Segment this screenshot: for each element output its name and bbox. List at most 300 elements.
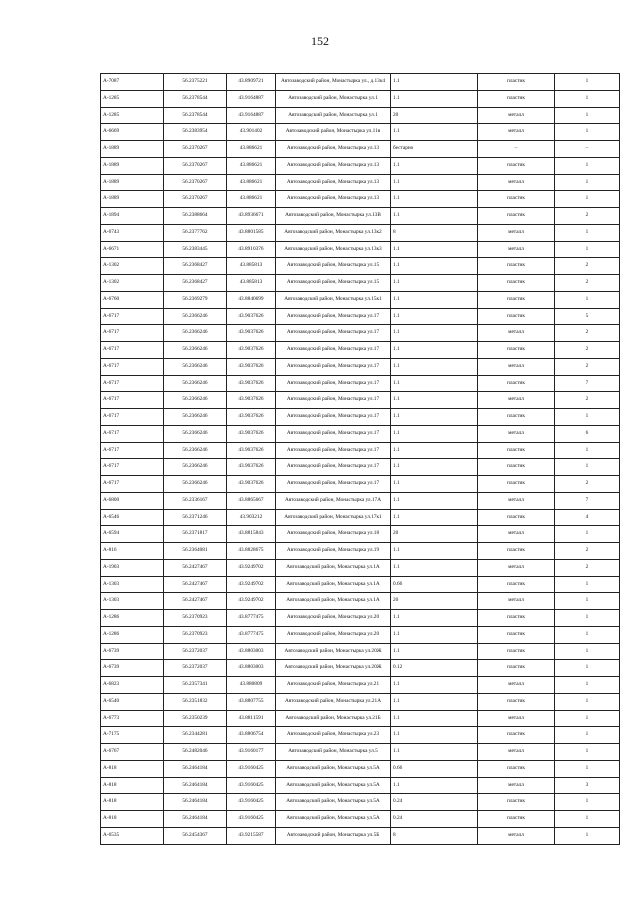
- container-count-cell: 2: [555, 258, 620, 275]
- container-count-cell: 1: [555, 643, 620, 660]
- container-volume-cell: 20: [391, 107, 478, 124]
- latitude-cell: 56.2366246: [164, 442, 227, 459]
- latitude-cell: 56.2366246: [164, 476, 227, 493]
- container-material-cell: металл: [478, 593, 555, 610]
- container-volume-cell: 20: [391, 593, 478, 610]
- table-row: [101, 174, 620, 191]
- latitude-cell: 56.2454367: [164, 827, 227, 844]
- container-volume-cell: 1.1: [391, 425, 478, 442]
- address-cell: Автозаводский район, Монастырка ул.11в: [276, 124, 391, 141]
- latitude-cell: 56.2366246: [164, 308, 227, 325]
- longitude-cell: 43.8811591: [227, 710, 276, 727]
- container-count-cell: 1: [555, 593, 620, 610]
- page-number: 152: [311, 34, 329, 48]
- latitude-cell: 56.2366246: [164, 375, 227, 392]
- table-row: [101, 74, 620, 91]
- waste-container-table: [100, 73, 620, 845]
- longitude-cell: 43.9037626: [227, 325, 276, 342]
- table-row: [101, 509, 620, 526]
- longitude-cell: 43.9164887: [227, 90, 276, 107]
- table-row: [101, 643, 620, 660]
- container-material-cell: пластик: [478, 543, 555, 560]
- container-volume-cell: 1.1: [391, 710, 478, 727]
- container-material-cell: металл: [478, 526, 555, 543]
- longitude-cell: 43.8803003: [227, 660, 276, 677]
- container-count-cell: 1: [555, 409, 620, 426]
- container-material-cell: пластик: [478, 643, 555, 660]
- container-volume-cell: 20: [391, 526, 478, 543]
- longitude-cell: 43.903212: [227, 509, 276, 526]
- address-cell: Автозаводский район, Монастырка ул.17: [276, 392, 391, 409]
- container-volume-cell: 1.1: [391, 74, 478, 91]
- longitude-cell: 43.8840699: [227, 291, 276, 308]
- site-code-cell: А-6717: [101, 476, 164, 493]
- latitude-cell: 56.2366246: [164, 409, 227, 426]
- longitude-cell: 43.8803003: [227, 643, 276, 660]
- table-row: [101, 626, 620, 643]
- container-volume-cell: 1.1: [391, 476, 478, 493]
- container-count-cell: 1: [555, 459, 620, 476]
- site-code-cell: А-1285: [101, 107, 164, 124]
- site-code-cell: А-6743: [101, 224, 164, 241]
- longitude-cell: 43.9249702: [227, 576, 276, 593]
- container-count-cell: 2: [555, 342, 620, 359]
- site-code-cell: А-1889: [101, 174, 164, 191]
- table-row: [101, 710, 620, 727]
- container-count-cell: 1: [555, 710, 620, 727]
- longitude-cell: 43.9249702: [227, 559, 276, 576]
- latitude-cell: 56.2482046: [164, 744, 227, 761]
- container-material-cell: металл: [478, 107, 555, 124]
- longitude-cell: 43.880809: [227, 677, 276, 694]
- table-row: [101, 677, 620, 694]
- address-cell: Автозаводский район, Монастырка ул.5А: [276, 794, 391, 811]
- container-count-cell: 7: [555, 375, 620, 392]
- site-code-cell: А-1303: [101, 593, 164, 610]
- container-material-cell: металл: [478, 392, 555, 409]
- container-material-cell: металл: [478, 241, 555, 258]
- site-code-cell: А-6717: [101, 308, 164, 325]
- table-row: [101, 794, 620, 811]
- site-code-cell: А-818: [101, 811, 164, 828]
- container-volume-cell: 1.1: [391, 342, 478, 359]
- latitude-cell: 56.2366246: [164, 342, 227, 359]
- container-volume-cell: 1.1: [391, 325, 478, 342]
- container-count-cell: 1: [555, 107, 620, 124]
- container-material-cell: пластик: [478, 509, 555, 526]
- container-count-cell: 2: [555, 275, 620, 292]
- longitude-cell: 43.901402: [227, 124, 276, 141]
- table-row: [101, 141, 620, 158]
- longitude-cell: 43.8777475: [227, 626, 276, 643]
- container-material-cell: пластик: [478, 342, 555, 359]
- container-material-cell: металл: [478, 559, 555, 576]
- address-cell: Автозаводский район, Монастырка ул.20Ж: [276, 660, 391, 677]
- container-count-cell: 3: [555, 777, 620, 794]
- longitude-cell: 43.8828675: [227, 543, 276, 560]
- longitude-cell: 43.9215587: [227, 827, 276, 844]
- address-cell: Автозаводский район, Монастырка ул.17: [276, 476, 391, 493]
- address-cell: Автозаводский район, Монастырка ул.13: [276, 141, 391, 158]
- container-count-cell: 1: [555, 442, 620, 459]
- address-cell: Автозаводский район, Монастырка ул.1: [276, 90, 391, 107]
- container-volume-cell: 1.1: [391, 358, 478, 375]
- longitude-cell: 43.8815843: [227, 526, 276, 543]
- longitude-cell: 43.9164887: [227, 107, 276, 124]
- address-cell: Автозаводский район, Монастырка ул.5А: [276, 811, 391, 828]
- container-count-cell: 6: [555, 425, 620, 442]
- table-row: [101, 777, 620, 794]
- longitude-cell: 43.9160177: [227, 744, 276, 761]
- container-material-cell: –: [478, 141, 555, 158]
- table-row: [101, 526, 620, 543]
- container-material-cell: пластик: [478, 693, 555, 710]
- address-cell: Автозаводский район, Монастырка ул.20Ж: [276, 643, 391, 660]
- address-cell: Автозаводский район, Монастырка ул.17: [276, 409, 391, 426]
- container-count-cell: 1: [555, 241, 620, 258]
- container-count-cell: 1: [555, 677, 620, 694]
- container-count-cell: 1: [555, 224, 620, 241]
- site-code-cell: А-6760: [101, 291, 164, 308]
- longitude-cell: 43.886621: [227, 141, 276, 158]
- container-material-cell: металл: [478, 827, 555, 844]
- container-volume-cell: 1.1: [391, 409, 478, 426]
- latitude-cell: 56.2371246: [164, 509, 227, 526]
- site-code-cell: А-1303: [101, 576, 164, 593]
- longitude-cell: 43.9160425: [227, 777, 276, 794]
- latitude-cell: 56.2464184: [164, 811, 227, 828]
- latitude-cell: 56.2366246: [164, 392, 227, 409]
- site-code-cell: А-1286: [101, 610, 164, 627]
- container-volume-cell: 1.1: [391, 777, 478, 794]
- container-material-cell: пластик: [478, 275, 555, 292]
- container-volume-cell: 1.1: [391, 258, 478, 275]
- table-row: [101, 90, 620, 107]
- container-volume-cell: 1.1: [391, 241, 478, 258]
- site-code-cell: А-6717: [101, 325, 164, 342]
- address-cell: Автозаводский район, Монастырка ул.17: [276, 442, 391, 459]
- table-row: [101, 543, 620, 560]
- latitude-cell: 56.2368427: [164, 275, 227, 292]
- container-count-cell: 1: [555, 744, 620, 761]
- site-code-cell: А-7087: [101, 74, 164, 91]
- table-row: [101, 727, 620, 744]
- latitude-cell: 56.2344281: [164, 727, 227, 744]
- site-code-cell: А-6594: [101, 526, 164, 543]
- address-cell: Автозаводский район, Монастырка ул.21Б: [276, 710, 391, 727]
- container-volume-cell: 0.66: [391, 760, 478, 777]
- table-row: [101, 291, 620, 308]
- longitude-cell: 43.9037626: [227, 392, 276, 409]
- container-material-cell: металл: [478, 677, 555, 694]
- table-row: [101, 157, 620, 174]
- container-count-cell: 2: [555, 358, 620, 375]
- address-cell: Автозаводский район, Монастырка ул.5А: [276, 777, 391, 794]
- container-material-cell: пластик: [478, 308, 555, 325]
- container-volume-cell: 1.1: [391, 208, 478, 225]
- container-volume-cell: 1.1: [391, 677, 478, 694]
- address-cell: Автозаводский район, Монастырка ул.15: [276, 275, 391, 292]
- address-cell: Автозаводский район, Монастырка ул.21: [276, 677, 391, 694]
- table-row: [101, 409, 620, 426]
- longitude-cell: 43.9037626: [227, 442, 276, 459]
- site-code-cell: А-818: [101, 794, 164, 811]
- site-code-cell: А-1889: [101, 141, 164, 158]
- container-volume-cell: 1.1: [391, 174, 478, 191]
- container-material-cell: пластик: [478, 258, 555, 275]
- container-volume-cell: 1.1: [391, 308, 478, 325]
- table-row: [101, 275, 620, 292]
- container-volume-cell: 1.1: [391, 392, 478, 409]
- site-code-cell: А-1889: [101, 191, 164, 208]
- container-material-cell: пластик: [478, 727, 555, 744]
- longitude-cell: 43.9160425: [227, 760, 276, 777]
- container-count-cell: 1: [555, 610, 620, 627]
- container-material-cell: пластик: [478, 459, 555, 476]
- latitude-cell: 56.2370267: [164, 174, 227, 191]
- latitude-cell: 56.2375221: [164, 74, 227, 91]
- container-material-cell: металл: [478, 124, 555, 141]
- site-code-cell: А-6739: [101, 660, 164, 677]
- latitude-cell: 56.2427467: [164, 593, 227, 610]
- container-volume-cell: 1.1: [391, 291, 478, 308]
- site-code-cell: А-6717: [101, 375, 164, 392]
- address-cell: Автозаводский район, Монастырка ул.1: [276, 107, 391, 124]
- address-cell: Автозаводский район, Монастырка ул.5Б: [276, 827, 391, 844]
- container-material-cell: пластик: [478, 208, 555, 225]
- container-material-cell: пластик: [478, 157, 555, 174]
- longitude-cell: 43.9249702: [227, 593, 276, 610]
- site-code-cell: А-6739: [101, 643, 164, 660]
- site-code-cell: А-7175: [101, 727, 164, 744]
- container-volume-cell: 1.1: [391, 191, 478, 208]
- container-material-cell: металл: [478, 744, 555, 761]
- site-code-cell: А-6717: [101, 459, 164, 476]
- address-cell: Автозаводский район, Монастырка ул.21А: [276, 693, 391, 710]
- container-volume-cell: 1.1: [391, 459, 478, 476]
- container-count-cell: 1: [555, 74, 620, 91]
- site-code-cell: А-6717: [101, 442, 164, 459]
- container-count-cell: 1: [555, 693, 620, 710]
- site-code-cell: А-816: [101, 543, 164, 560]
- latitude-cell: 56.2370923: [164, 626, 227, 643]
- container-volume-cell: 0.24: [391, 811, 478, 828]
- address-cell: Автозаводский район, Монастырка ул.5А: [276, 760, 391, 777]
- site-code-cell: А-6717: [101, 358, 164, 375]
- container-count-cell: 2: [555, 543, 620, 560]
- address-cell: Автозаводский район, Монастырка ул.18: [276, 526, 391, 543]
- site-code-cell: А-1889: [101, 157, 164, 174]
- latitude-cell: 56.2372037: [164, 660, 227, 677]
- latitude-cell: 56.2364081: [164, 543, 227, 560]
- container-count-cell: 1: [555, 157, 620, 174]
- site-code-cell: А-1894: [101, 208, 164, 225]
- container-count-cell: 1: [555, 760, 620, 777]
- longitude-cell: 43.886621: [227, 191, 276, 208]
- site-code-cell: А-818: [101, 760, 164, 777]
- site-code-cell: А-1903: [101, 559, 164, 576]
- table-row: [101, 224, 620, 241]
- container-volume-cell: 1.1: [391, 492, 478, 509]
- container-volume-cell: 1.1: [391, 559, 478, 576]
- longitude-cell: 43.8807755: [227, 693, 276, 710]
- table-row: [101, 425, 620, 442]
- container-count-cell: 2: [555, 476, 620, 493]
- container-material-cell: металл: [478, 425, 555, 442]
- longitude-cell: 43.886621: [227, 174, 276, 191]
- address-cell: Автозаводский район, Монастырка ул.1А: [276, 593, 391, 610]
- address-cell: Автозаводский район, Монастырка ул.17: [276, 459, 391, 476]
- latitude-cell: 56.2464184: [164, 760, 227, 777]
- latitude-cell: 56.2377762: [164, 224, 227, 241]
- container-count-cell: 2: [555, 392, 620, 409]
- site-code-cell: А-6800: [101, 492, 164, 509]
- table-row: [101, 342, 620, 359]
- container-material-cell: пластик: [478, 811, 555, 828]
- container-material-cell: пластик: [478, 375, 555, 392]
- site-code-cell: А-6546: [101, 509, 164, 526]
- address-cell: Автозаводский район, Монастырка ул.17А: [276, 492, 391, 509]
- site-code-cell: А-1286: [101, 626, 164, 643]
- container-count-cell: 1: [555, 124, 620, 141]
- address-cell: Автозаводский район, Монастырка ул., д.13к4: [276, 74, 391, 91]
- site-code-cell: А-1302: [101, 258, 164, 275]
- latitude-cell: 56.2368427: [164, 258, 227, 275]
- longitude-cell: 43.886621: [227, 157, 276, 174]
- container-count-cell: 7: [555, 492, 620, 509]
- address-cell: Автозаводский район, Монастырка ул.17: [276, 342, 391, 359]
- container-volume-cell: 1.1: [391, 643, 478, 660]
- latitude-cell: 56.2427467: [164, 576, 227, 593]
- container-count-cell: 1: [555, 291, 620, 308]
- container-count-cell: –: [555, 141, 620, 158]
- address-cell: Автозаводский район, Монастырка ул.1А: [276, 576, 391, 593]
- container-material-cell: пластик: [478, 90, 555, 107]
- table-row: [101, 124, 620, 141]
- table-row: [101, 308, 620, 325]
- latitude-cell: 56.2427467: [164, 559, 227, 576]
- container-count-cell: 1: [555, 626, 620, 643]
- container-material-cell: пластик: [478, 476, 555, 493]
- container-count-cell: 2: [555, 208, 620, 225]
- site-code-cell: А-6669: [101, 124, 164, 141]
- container-material-cell: металл: [478, 358, 555, 375]
- container-count-cell: 4: [555, 509, 620, 526]
- address-cell: Автозаводский район, Монастырка ул.13В: [276, 208, 391, 225]
- table-row: [101, 107, 620, 124]
- container-volume-cell: 1.1: [391, 509, 478, 526]
- table-row: [101, 660, 620, 677]
- table-row: [101, 459, 620, 476]
- container-material-cell: металл: [478, 224, 555, 241]
- longitude-cell: 43.9037626: [227, 308, 276, 325]
- container-material-cell: пластик: [478, 610, 555, 627]
- table-row: [101, 208, 620, 225]
- longitude-cell: 43.9160425: [227, 794, 276, 811]
- site-code-cell: А-1302: [101, 275, 164, 292]
- container-material-cell: металл: [478, 492, 555, 509]
- container-material-cell: металл: [478, 325, 555, 342]
- address-cell: Автозаводский район, Монастырка ул.20: [276, 610, 391, 627]
- container-material-cell: пластик: [478, 442, 555, 459]
- site-code-cell: А-1285: [101, 90, 164, 107]
- latitude-cell: 56.2370267: [164, 191, 227, 208]
- longitude-cell: 43.8936671: [227, 208, 276, 225]
- longitude-cell: 43.9037626: [227, 342, 276, 359]
- address-cell: Автозаводский район, Монастырка ул.20: [276, 626, 391, 643]
- address-cell: Автозаводский район, Монастырка ул.17: [276, 325, 391, 342]
- address-cell: Автозаводский район, Монастырка ул.15к1: [276, 291, 391, 308]
- container-count-cell: 1: [555, 90, 620, 107]
- address-cell: Автозаводский район, Монастырка ул.13: [276, 191, 391, 208]
- longitude-cell: 43.885813: [227, 258, 276, 275]
- latitude-cell: 56.2464184: [164, 794, 227, 811]
- latitude-cell: 56.2369279: [164, 291, 227, 308]
- address-cell: Автозаводский район, Монастырка ул.17: [276, 308, 391, 325]
- container-material-cell: металл: [478, 174, 555, 191]
- site-code-cell: А-6540: [101, 693, 164, 710]
- container-count-cell: 5: [555, 308, 620, 325]
- longitude-cell: 43.9037626: [227, 459, 276, 476]
- address-cell: Автозаводский район, Монастырка ул.13к2: [276, 224, 391, 241]
- longitude-cell: 43.8806754: [227, 727, 276, 744]
- container-volume-cell: бестарно: [391, 141, 478, 158]
- container-material-cell: пластик: [478, 794, 555, 811]
- latitude-cell: 56.2366246: [164, 325, 227, 342]
- table-row: [101, 476, 620, 493]
- longitude-cell: 43.9037626: [227, 358, 276, 375]
- table-row: [101, 827, 620, 844]
- container-count-cell: 1: [555, 794, 620, 811]
- longitude-cell: 43.8910376: [227, 241, 276, 258]
- container-volume-cell: 1.1: [391, 727, 478, 744]
- address-cell: Автозаводский район, Монастырка ул.17: [276, 375, 391, 392]
- container-count-cell: 2: [555, 325, 620, 342]
- longitude-cell: 43.9037626: [227, 409, 276, 426]
- address-cell: Автозаводский район, Монастырка ул.19: [276, 543, 391, 560]
- container-volume-cell: 1.1: [391, 157, 478, 174]
- longitude-cell: 43.9037626: [227, 375, 276, 392]
- site-code-cell: А-6823: [101, 677, 164, 694]
- site-code-cell: А-6717: [101, 342, 164, 359]
- container-count-cell: 1: [555, 727, 620, 744]
- latitude-cell: 56.2351832: [164, 693, 227, 710]
- longitude-cell: 43.8909721: [227, 74, 276, 91]
- address-cell: Автозаводский район, Монастырка ул.23: [276, 727, 391, 744]
- address-cell: Автозаводский район, Монастырка ул.17: [276, 425, 391, 442]
- longitude-cell: 43.9037626: [227, 425, 276, 442]
- site-code-cell: А-6717: [101, 409, 164, 426]
- latitude-cell: 56.2378544: [164, 107, 227, 124]
- latitude-cell: 56.2378544: [164, 90, 227, 107]
- container-volume-cell: 1.1: [391, 275, 478, 292]
- site-code-cell: А-6535: [101, 827, 164, 844]
- container-material-cell: пластик: [478, 576, 555, 593]
- latitude-cell: 56.2357341: [164, 677, 227, 694]
- container-volume-cell: 1.1: [391, 124, 478, 141]
- table-row: [101, 811, 620, 828]
- container-volume-cell: 1.1: [391, 442, 478, 459]
- container-volume-cell: 8: [391, 224, 478, 241]
- container-volume-cell: 0.24: [391, 794, 478, 811]
- address-cell: Автозаводский район, Монастырка ул.13: [276, 174, 391, 191]
- latitude-cell: 56.2370267: [164, 157, 227, 174]
- table-row: [101, 576, 620, 593]
- latitude-cell: 56.2383954: [164, 124, 227, 141]
- table-row: [101, 442, 620, 459]
- longitude-cell: 43.8801585: [227, 224, 276, 241]
- container-volume-cell: 1.1: [391, 610, 478, 627]
